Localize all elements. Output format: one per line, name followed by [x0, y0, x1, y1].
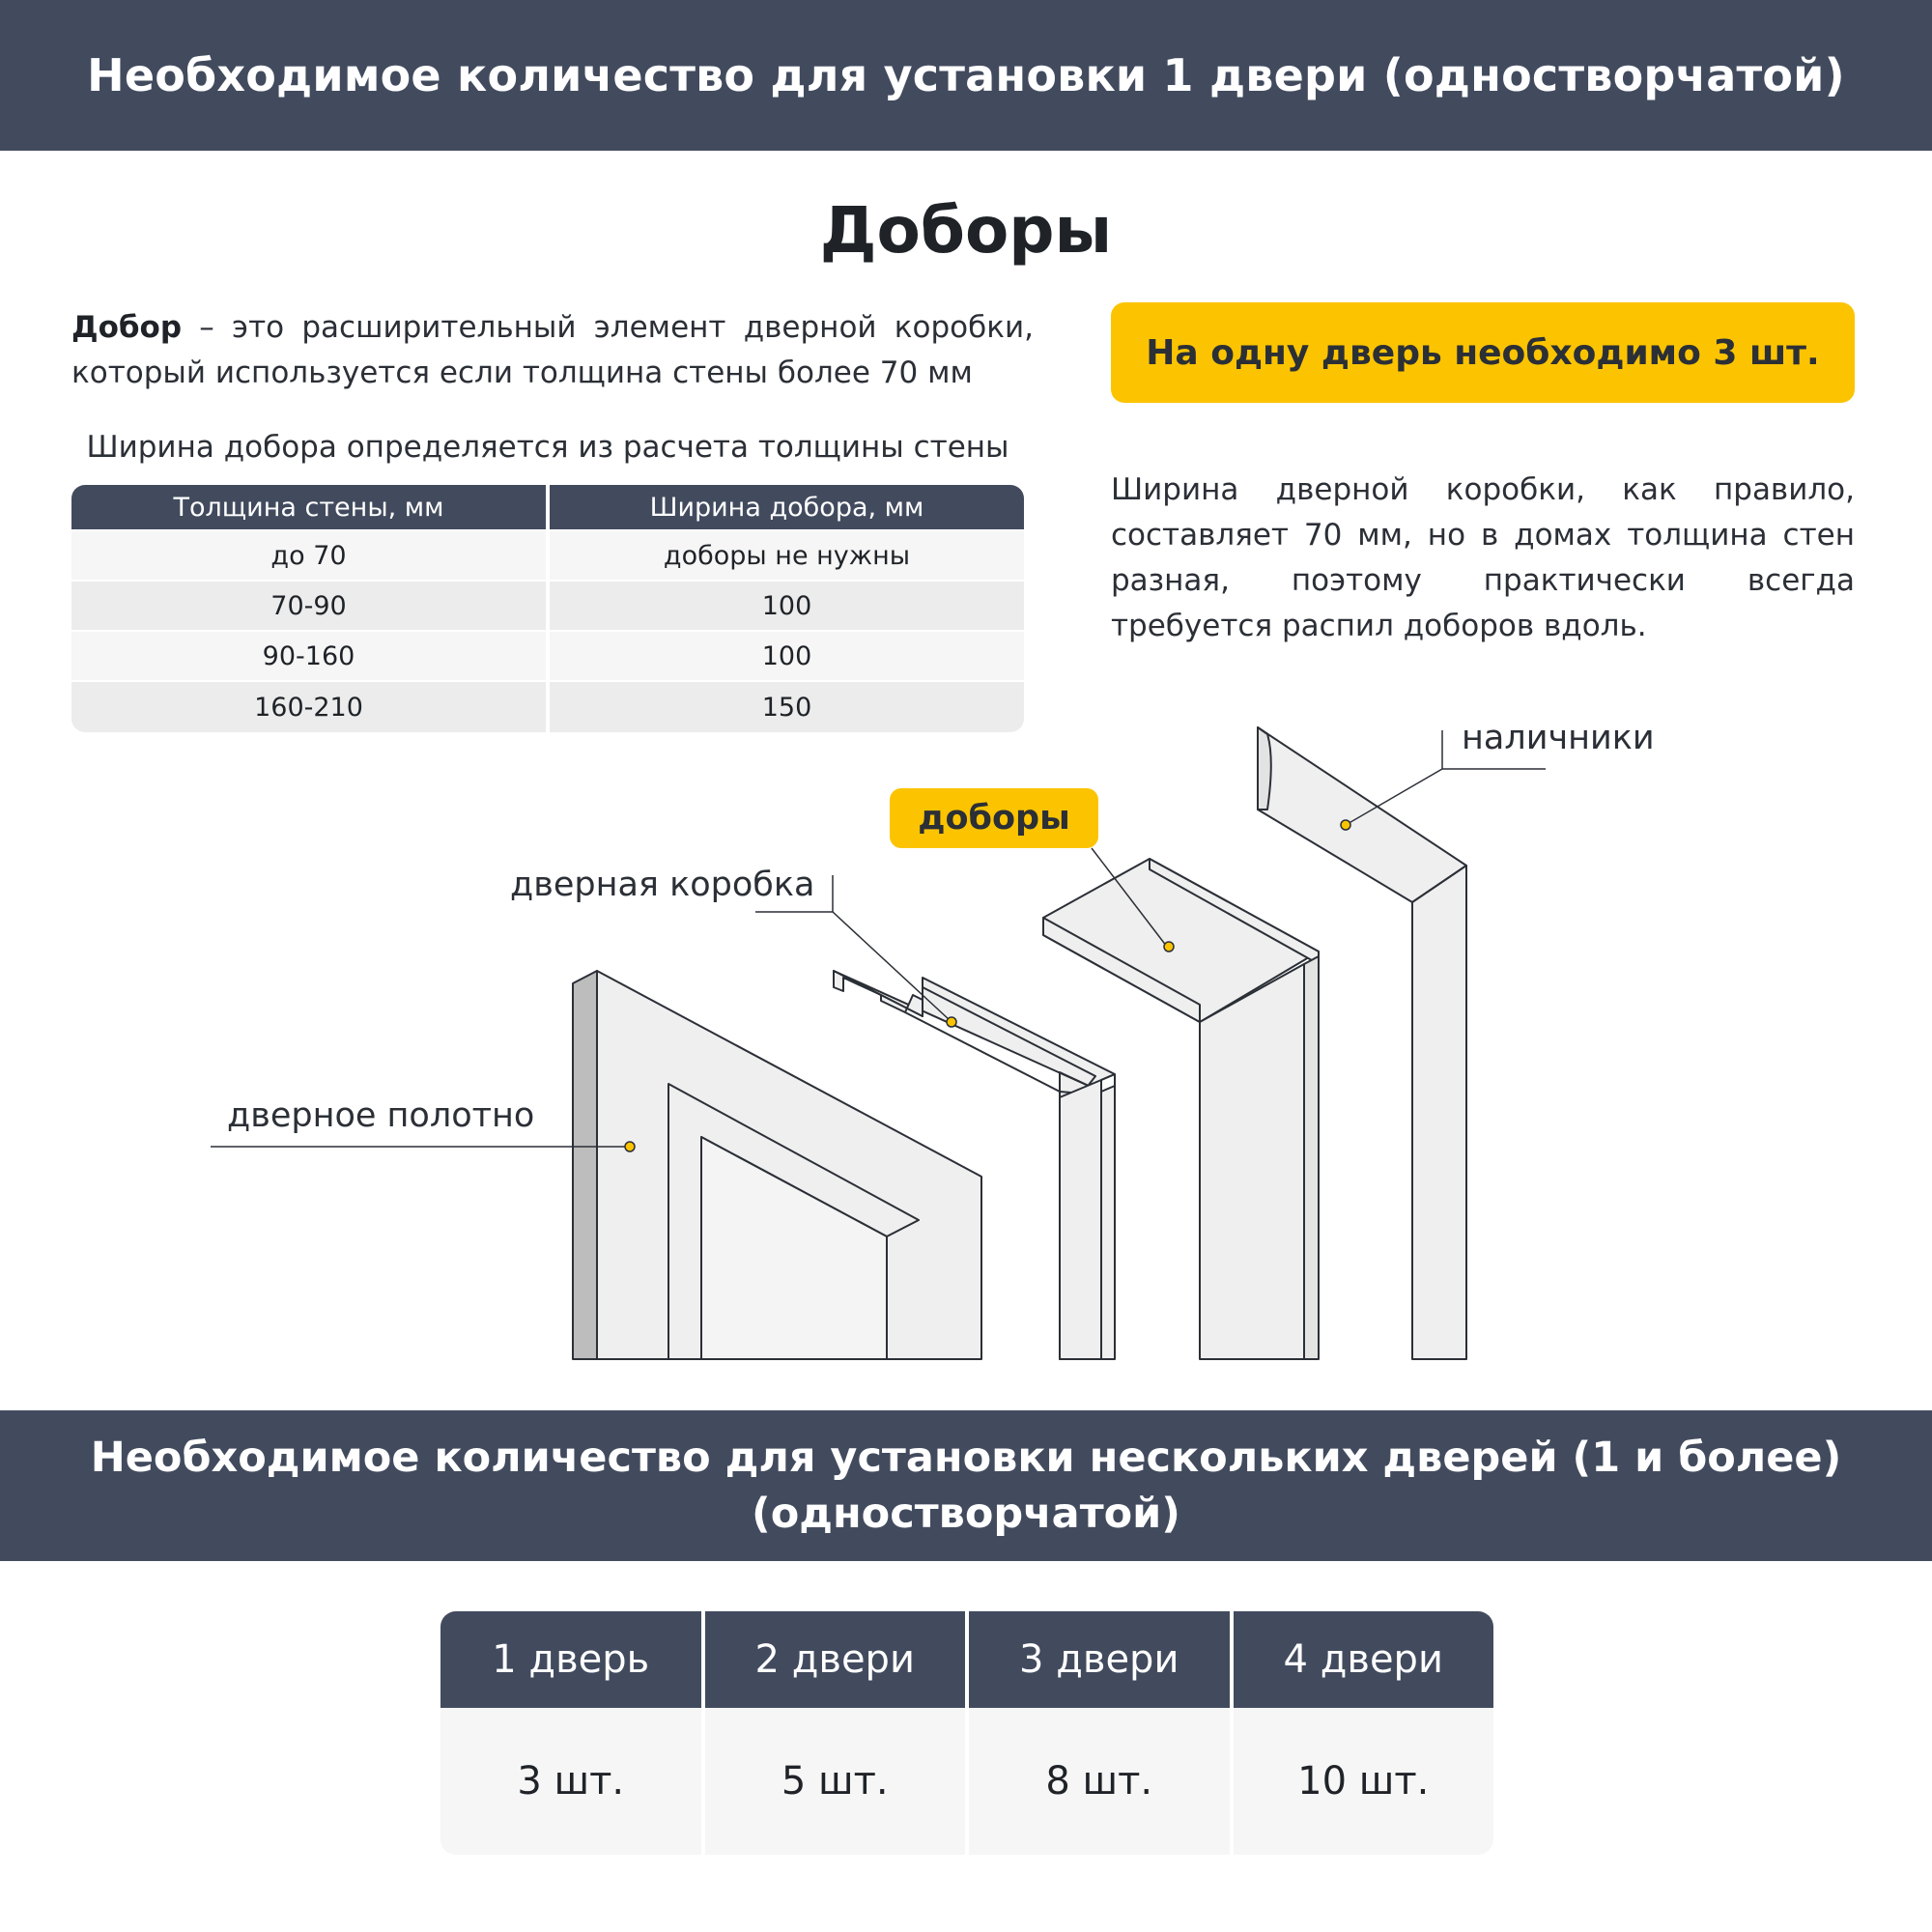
width-table-row [71, 531, 1024, 582]
top-banner [0, 0, 1932, 151]
quantity-value: 3 шт. [440, 1708, 701, 1855]
quantity-value: 5 шт. [705, 1708, 966, 1855]
door-frame-jamb [1060, 1080, 1101, 1359]
quantity-value: 8 шт. [969, 1708, 1230, 1855]
quantity-head: 4 двери [1234, 1611, 1494, 1708]
table-cell: до 70 [270, 540, 347, 571]
width-table-header [71, 485, 1024, 531]
label-casing: наличники [1462, 719, 1655, 757]
quantity-value: 10 шт. [1234, 1708, 1494, 1855]
bottom-banner-title-line2: (одностворчатой) [752, 1490, 1180, 1538]
width-table-caption: Ширина добора определяется из расчета толщины стены [86, 430, 1009, 465]
extension-jamb-side [1304, 956, 1319, 1359]
quantity-column [965, 1611, 1230, 1855]
width-table-header-cell: Толщина стены, мм [173, 492, 444, 523]
label-extension: доборы [890, 788, 1098, 848]
quantity-head: 2 двери [705, 1611, 966, 1708]
marker-casing [1341, 820, 1350, 830]
quantity-column [1230, 1611, 1494, 1855]
marker-door-leaf [625, 1142, 635, 1151]
table-cell: 90-160 [262, 640, 355, 671]
table-cell: 160-210 [254, 692, 363, 723]
casing-profile [1258, 727, 1271, 810]
page-title: Необходимое количество для установки 1 двери (одностворчатой) [87, 49, 1845, 101]
marker-frame [947, 1017, 956, 1027]
quantity-table [440, 1611, 1493, 1855]
width-table-row [71, 632, 1024, 682]
quantity-head: 1 дверь [440, 1611, 701, 1708]
definition-text [71, 305, 1034, 396]
quantity-callout: На одну дверь необходимо 3 шт. [1111, 302, 1855, 403]
label-door-leaf: дверное полотно [227, 1096, 535, 1135]
width-table-header-cell: Ширина добора, мм [546, 485, 1024, 529]
table-cell: 100 [546, 582, 1024, 630]
casing-jamb [1412, 866, 1466, 1359]
table-cell: доборы не нужны [546, 531, 1024, 580]
bottom-banner-title-line1: Необходимое количество для установки нескольких дверей (1 и более) [90, 1434, 1842, 1482]
door-frame-profile [834, 971, 923, 1016]
frame-note: Ширина дверной коробки, как правило, составляет 70 мм, но в домах толщина стен разная, поэтому практически всегда требуется распил доборов вдоль. [1111, 472, 1855, 643]
width-table [71, 485, 1024, 732]
table-cell: 150 [546, 682, 1024, 732]
section-title: Доборы [819, 193, 1113, 268]
bottom-banner [0, 1410, 1932, 1561]
definition-term: Добор [71, 310, 183, 345]
table-cell: 70-90 [270, 590, 347, 621]
quantity-column [440, 1611, 701, 1855]
quantity-head: 3 двери [969, 1611, 1230, 1708]
definition-body: – это расширительный элемент дверной коробки, который используется если толщина стены более 70 мм [71, 310, 1034, 390]
label-frame: дверная коробка [510, 866, 815, 904]
extension-jamb [1200, 964, 1304, 1359]
marker-extension [1164, 942, 1174, 952]
table-cell: 100 [546, 632, 1024, 680]
width-table-row [71, 582, 1024, 632]
quantity-column [701, 1611, 966, 1855]
door-leaf-edge [573, 971, 597, 1359]
